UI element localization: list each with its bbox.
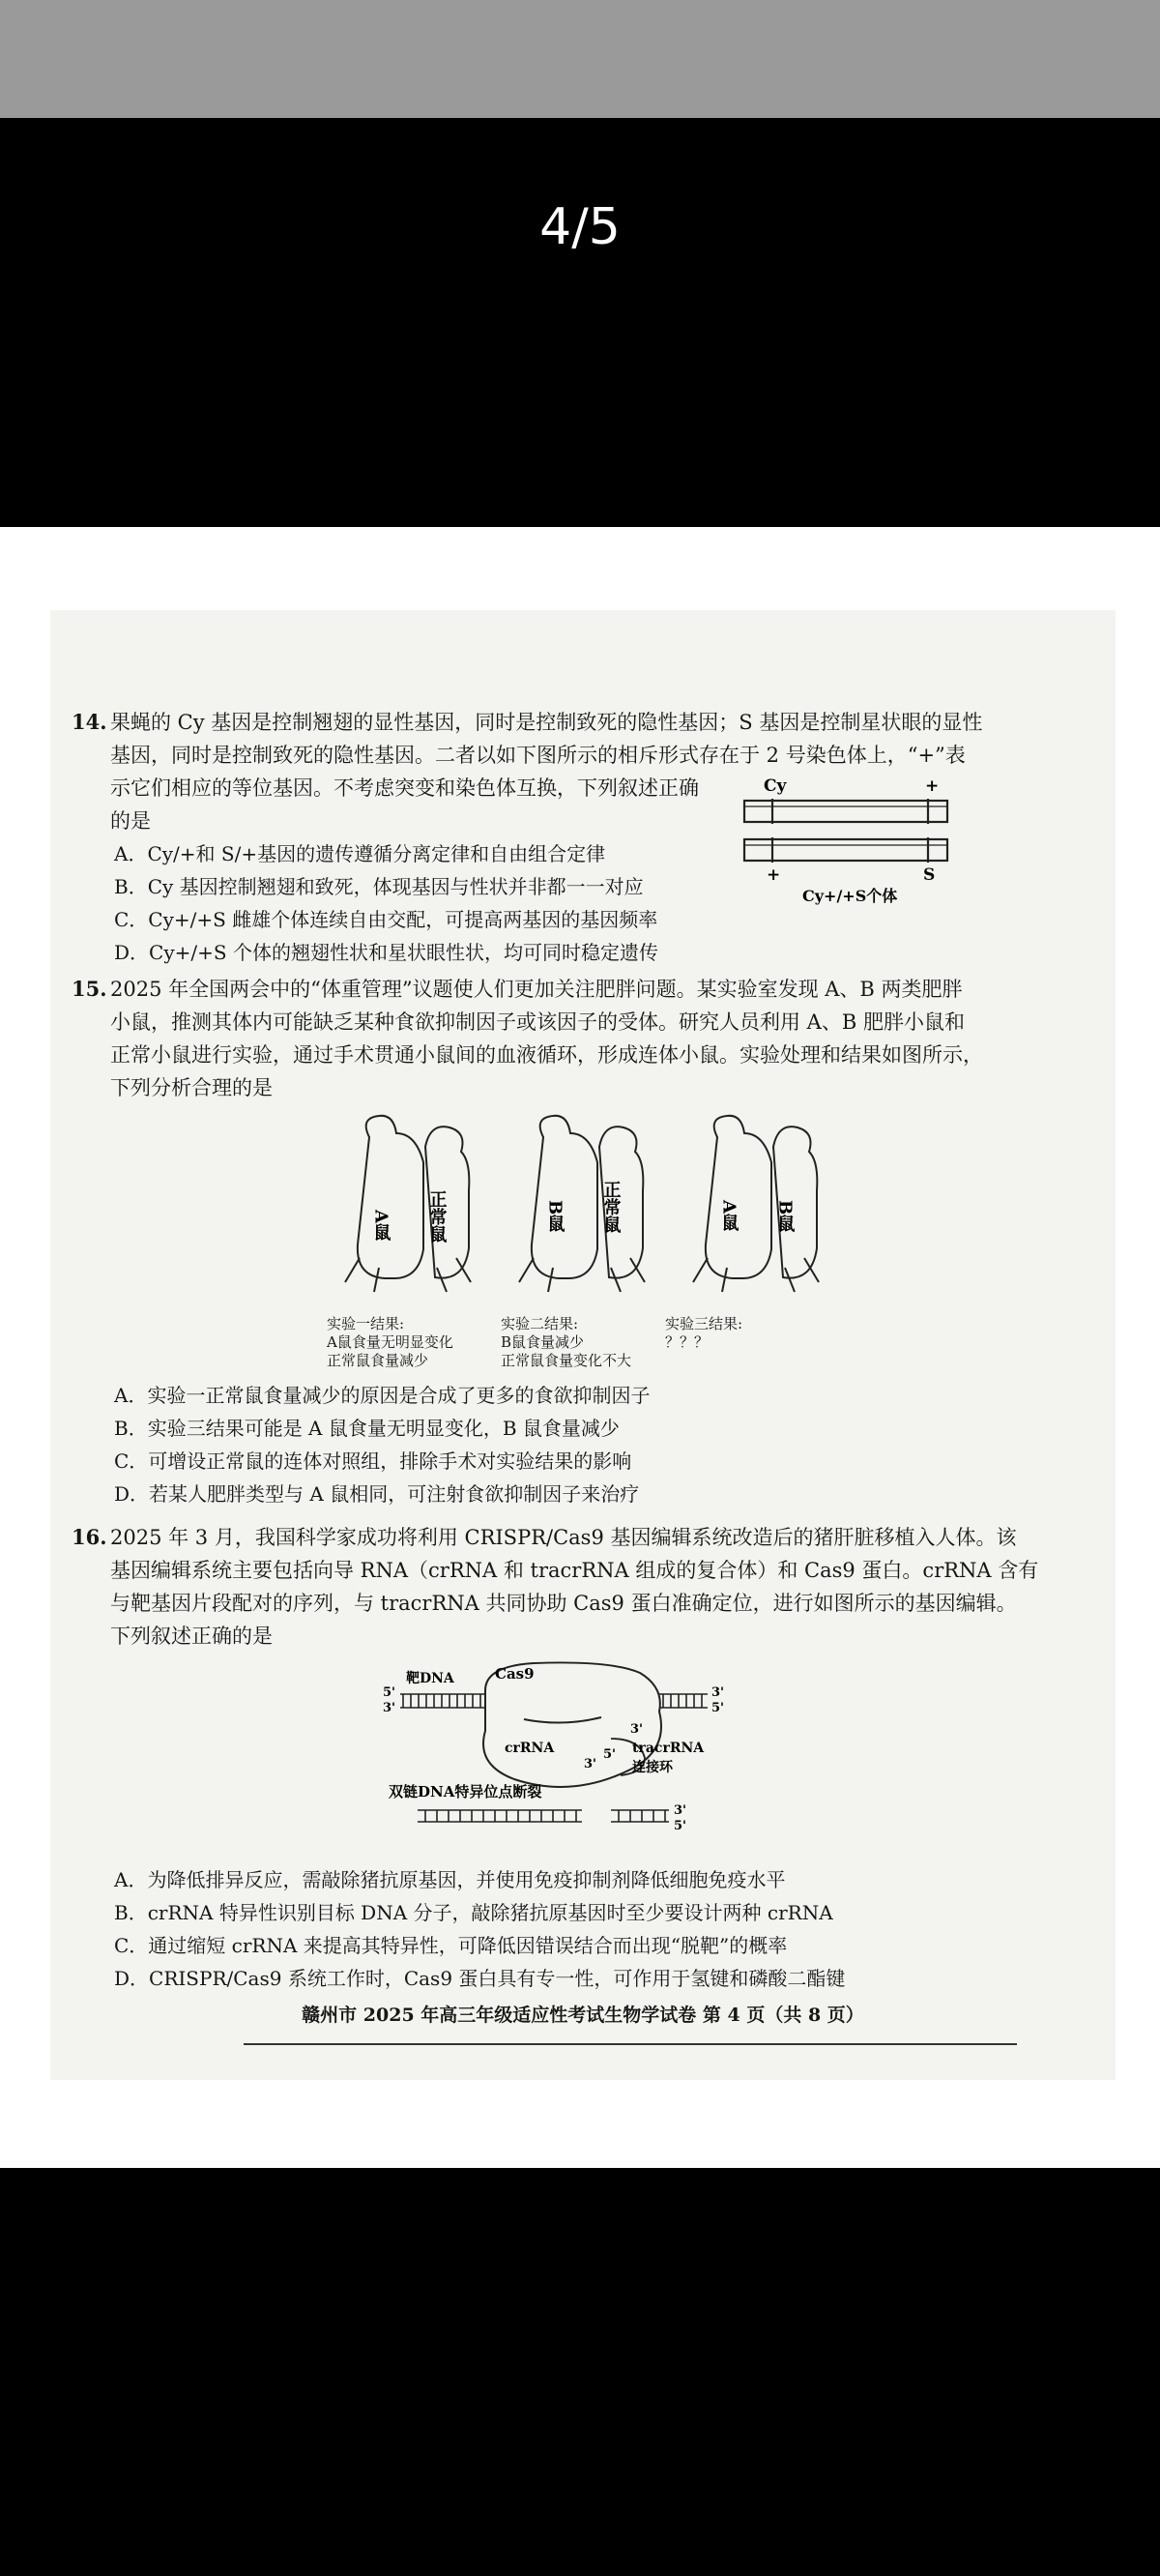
- stem-line: 2025 年全国两会中的“体重管理”议题使人们更加关注肥胖问题。某实验室发现 A、B 两类肥胖: [110, 978, 963, 1001]
- stem-line: 基因编辑系统主要包括向导 RNA（crRNA 和 tracrRNA 组成的复合体）和 Cas9 蛋白。crRNA 含有: [110, 1559, 1039, 1582]
- experiment-2-result: 实验二结果: B鼠食量减少 正常鼠食量变化不大: [501, 1315, 632, 1369]
- option-b: B．crRNA 特异性识别目标 DNA 分子，敲除猪抗原基因时至少要设计两种 crRNA: [114, 1901, 833, 1924]
- option-c: C．Cy+/+S 雌雄个体连续自由交配，可提高两基因的基因频率: [114, 908, 658, 931]
- page-indicator: 4/5: [539, 198, 621, 256]
- svg-text:3': 3': [630, 1722, 644, 1737]
- mouse-label: 正常鼠: [600, 1181, 622, 1233]
- plus-label: +: [767, 865, 781, 885]
- mouse-label: A鼠: [718, 1200, 740, 1231]
- stem-line: 下列叙述正确的是: [110, 1625, 273, 1648]
- option-c: C．通过缩短 crRNA 来提高其特异性，可降低因错误结合而出现“脱靶”的概率: [114, 1934, 788, 1957]
- stem-line: 下列分析合理的是: [110, 1076, 273, 1099]
- mouse-label: B鼠: [544, 1200, 566, 1233]
- svg-text:5': 5': [674, 1819, 687, 1833]
- question-number: 15.: [72, 977, 107, 1001]
- page-footer: 赣州市 2025 年高三年级适应性考试生物学试卷 第 4 页（共 8 页）: [302, 2005, 864, 2026]
- loop-label: 连接环: [632, 1760, 673, 1775]
- mouse-pair-2: [519, 1116, 645, 1292]
- svg-text:3': 3': [584, 1757, 597, 1771]
- mouse-label: B鼠: [774, 1200, 796, 1233]
- s-label: S: [923, 865, 936, 885]
- stem-line: 基因，同时是控制致死的隐性基因。二者以如下图所示的相斥形式存在于 2 号染色体上，“+”表: [110, 744, 966, 767]
- svg-text:5': 5': [603, 1747, 617, 1762]
- svg-text:3': 3': [383, 1701, 396, 1715]
- cas9-label: Cas9: [495, 1665, 535, 1683]
- plus-label: +: [925, 776, 940, 796]
- experiment-3-result: 实验三结果: ？？？: [665, 1315, 743, 1351]
- chromosome-lower: [744, 839, 947, 861]
- stem-line: 与靶基因片段配对的序列，与 tracrRNA 共同协助 Cas9 蛋白准确定位，进行如图所示的基因编辑。: [110, 1592, 1017, 1615]
- chromosome-figure: [727, 774, 978, 909]
- stem-line: 果蝇的 Cy 基因是控制翘翅的显性基因，同时是控制致死的隐性基因；S 基因是控制星状眼的显性: [110, 711, 983, 734]
- question-number: 14.: [72, 710, 107, 734]
- crispr-figure: [379, 1661, 766, 1855]
- status-strip: [0, 0, 1160, 118]
- conjoined-mice-figure: [331, 1108, 872, 1311]
- option-c: C．可增设正常鼠的连体对照组，排除手术对实验结果的影响: [114, 1449, 632, 1473]
- svg-text:5': 5': [711, 1701, 725, 1715]
- cy-label: Cy: [764, 776, 787, 796]
- target-dna-label: 靶DNA: [406, 1671, 454, 1686]
- tracrrna-label: tracrRNA: [632, 1741, 705, 1756]
- question-number: 16.: [72, 1525, 107, 1549]
- stem-line: 小鼠，推测其体内可能缺乏某种食欲抑制因子或该因子的受体。研究人员利用 A、B 肥胖小鼠和: [110, 1010, 965, 1034]
- stem-line: 2025 年 3 月，我国科学家成功将利用 CRISPR/Cas9 基因编辑系统改造后的猪肝脏移植入人体。该: [110, 1526, 1017, 1549]
- viewer-header: [0, 118, 1160, 527]
- option-d: D．若某人肥胖类型与 A 鼠相同，可注射食欲抑制因子来治疗: [114, 1482, 640, 1506]
- option-a: A．Cy/+和 S/+基因的遗传遵循分离定律和自由组合定律: [114, 842, 606, 865]
- exam-page: [50, 610, 1116, 2080]
- svg-text:3': 3': [674, 1803, 687, 1818]
- option-b: B．Cy 基因控制翘翅和致死，体现基因与性状并非都一一对应: [114, 875, 644, 898]
- document-viewer[interactable]: [0, 527, 1160, 2168]
- option-d: D．Cy+/+S 个体的翘翅性状和星状眼性状，均可同时稳定遗传: [114, 941, 658, 964]
- svg-text:5': 5': [383, 1685, 396, 1700]
- viewer-footer: [0, 2168, 1160, 2576]
- option-a: A．实验一正常鼠食量减少的原因是合成了更多的食欲抑制因子: [114, 1384, 651, 1407]
- stem-line: 的是: [110, 809, 151, 833]
- svg-text:3': 3': [711, 1685, 725, 1700]
- crrna-label: crRNA: [505, 1741, 555, 1756]
- option-b: B．实验三结果可能是 A 鼠食量无明显变化，B 鼠食量减少: [114, 1417, 620, 1440]
- chromosome-upper: [744, 801, 947, 822]
- cut-label: 双链DNA特异位点断裂: [389, 1783, 542, 1800]
- stem-line: 示它们相应的等位基因。不考虑突变和染色体互换，下列叙述正确: [110, 776, 699, 800]
- mouse-pair-3: [693, 1116, 819, 1292]
- stem-line: 正常小鼠进行实验，通过手术贯通小鼠间的血液循环，形成连体小鼠。实验处理和结果如图所示，: [110, 1043, 983, 1067]
- mouse-label: A鼠: [370, 1210, 392, 1241]
- figure-caption: Cy+/+S个体: [802, 887, 898, 905]
- footer-rule: [244, 2043, 1017, 2045]
- option-a: A．为降低排异反应，需敲除猪抗原基因，并使用免疫抑制剂降低细胞免疫水平: [114, 1868, 786, 1891]
- experiment-1-result: 实验一结果: A鼠食量无明显变化 正常鼠食量减少: [327, 1315, 453, 1369]
- option-d: D．CRISPR/Cas9 系统工作时，Cas9 蛋白具有专一性，可作用于氢键和磷酸二酯键: [114, 1967, 846, 1990]
- mouse-label: 正常鼠: [426, 1190, 448, 1243]
- mouse-pair-1: [345, 1116, 471, 1292]
